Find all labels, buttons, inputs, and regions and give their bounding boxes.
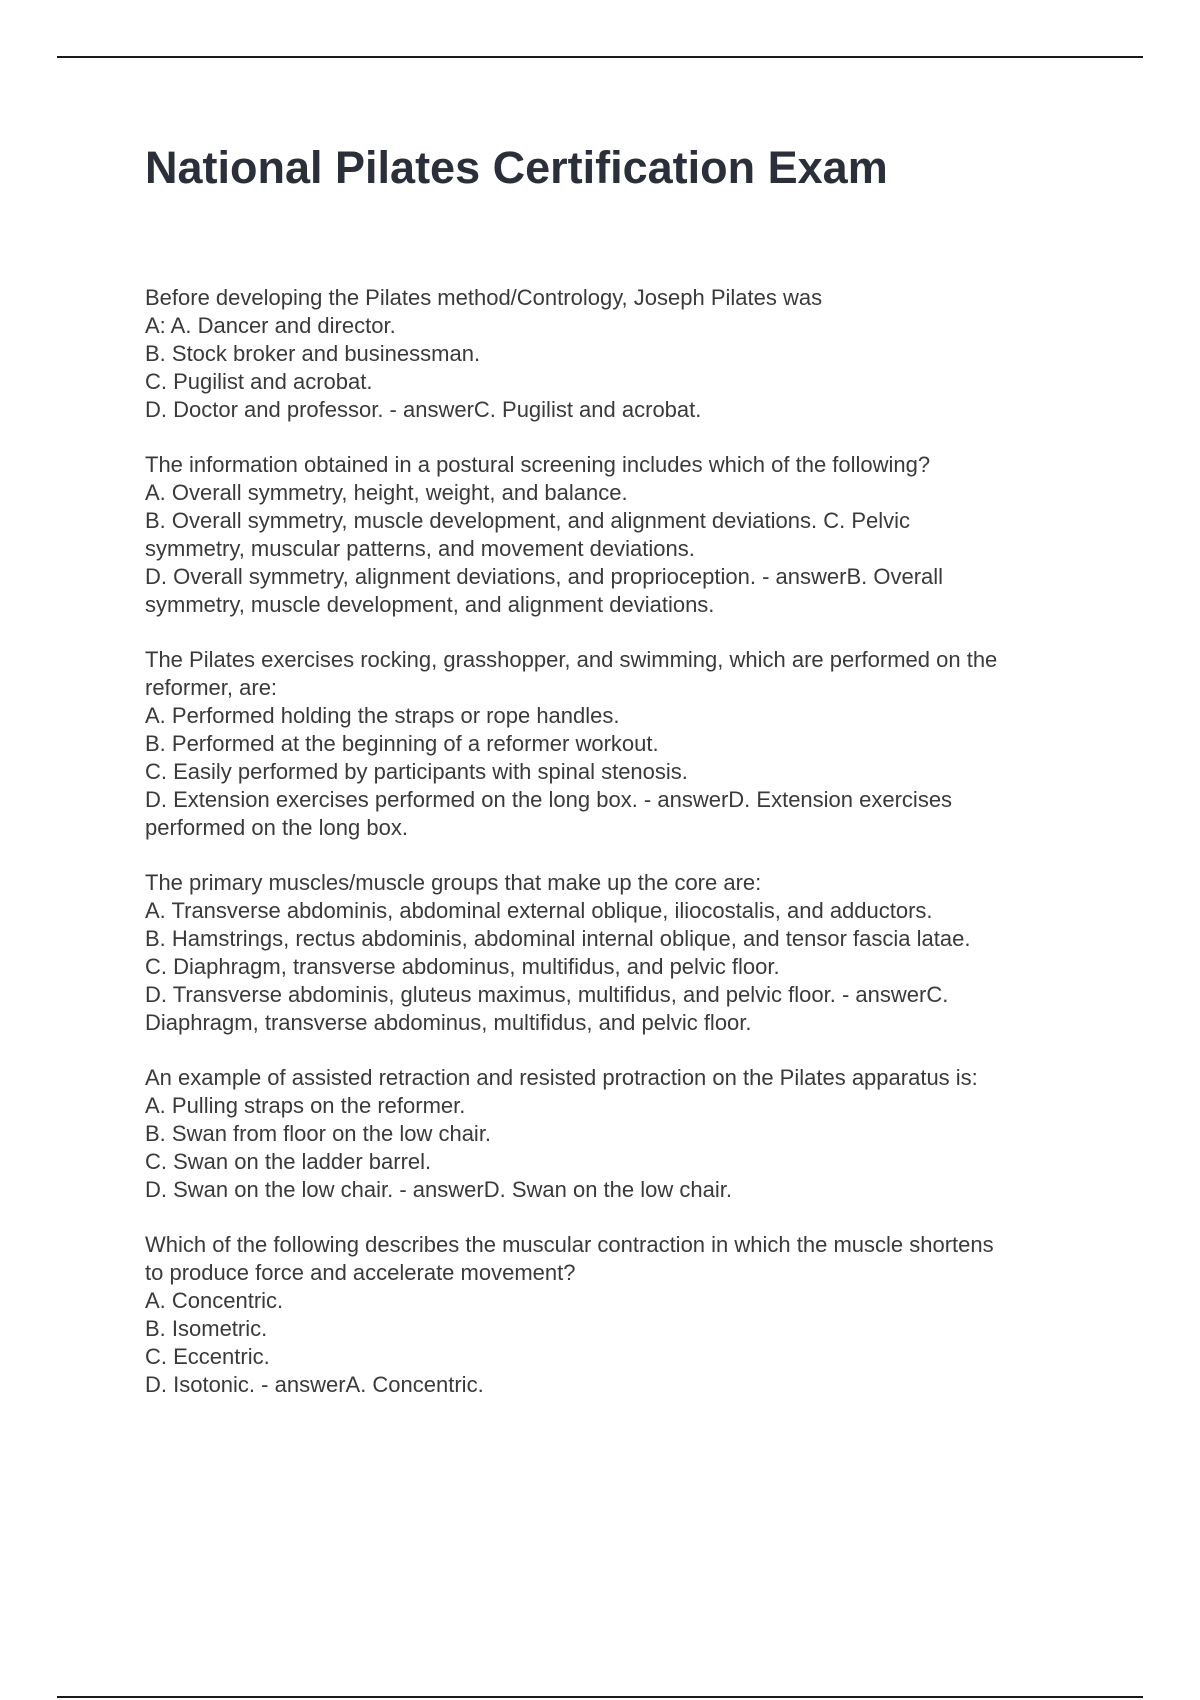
question-text: The primary muscles/muscle groups that make up the core are: bbox=[145, 870, 762, 895]
option-a: A. Concentric. bbox=[145, 1288, 284, 1313]
option-c: C. Diaphragm, transverse abdominus, multifidus, and pelvic floor. bbox=[145, 954, 780, 979]
page-title: National Pilates Certification Exam bbox=[145, 142, 888, 193]
question-text: The Pilates exercises rocking, grasshopper, and swimming, which are performed on the bbox=[145, 647, 998, 672]
answer-continued: Diaphragm, transverse abdominus, multifidus, and pelvic floor. bbox=[145, 1010, 752, 1035]
option-b: B. Performed at the beginning of a reformer workout. bbox=[145, 731, 659, 756]
option-d-answer: D. Isotonic. - answerA. Concentric. bbox=[145, 1372, 484, 1397]
option-b-c: B. Overall symmetry, muscle development, and alignment deviations. C. Pelvic bbox=[145, 508, 911, 533]
option-b: B. Stock broker and businessman. bbox=[145, 341, 481, 366]
answer-continued: symmetry, muscle development, and alignment deviations. bbox=[145, 592, 715, 617]
option-c: C. Eccentric. bbox=[145, 1344, 270, 1369]
answer-continued: performed on the long box. bbox=[145, 815, 408, 840]
question-text-continued: reformer, are: bbox=[145, 675, 278, 700]
option-d-answer: D. Overall symmetry, alignment deviations, and proprioception. - answerB. Overall bbox=[145, 564, 944, 589]
option-b: B. Isometric. bbox=[145, 1316, 268, 1341]
option-d-answer: D. Extension exercises performed on the long box. - answerD. Extension exercises bbox=[145, 787, 953, 812]
question-block bbox=[145, 1231, 1105, 1399]
question-block bbox=[145, 451, 1105, 619]
question-block bbox=[145, 869, 1105, 1037]
option-a: A. Transverse abdominis, abdominal external oblique, iliocostalis, and adductors. bbox=[145, 898, 933, 923]
option-a: A. Overall symmetry, height, weight, and balance. bbox=[145, 480, 628, 505]
question-block bbox=[145, 1064, 1105, 1204]
option-d-answer: D. Doctor and professor. - answerC. Pugilist and acrobat. bbox=[145, 397, 702, 422]
option-a: A. Performed holding the straps or rope handles. bbox=[145, 703, 620, 728]
option-c: C. Swan on the ladder barrel. bbox=[145, 1149, 432, 1174]
option-a: A. Pulling straps on the reformer. bbox=[145, 1093, 466, 1118]
question-text: Before developing the Pilates method/Contrology, Joseph Pilates was bbox=[145, 285, 823, 310]
question-text: The information obtained in a postural screening includes which of the following? bbox=[145, 452, 931, 477]
option-c-continued: symmetry, muscular patterns, and movement deviations. bbox=[145, 536, 695, 561]
question-text: Which of the following describes the muscular contraction in which the muscle shortens bbox=[145, 1232, 994, 1257]
bottom-divider bbox=[57, 1696, 1143, 1698]
option-b: B. Hamstrings, rectus abdominis, abdominal internal oblique, and tensor fascia latae. bbox=[145, 926, 971, 951]
question-block bbox=[145, 284, 1105, 424]
option-a: A: A. Dancer and director. bbox=[145, 313, 396, 338]
question-list bbox=[145, 284, 1105, 1426]
question-text: An example of assisted retraction and resisted protraction on the Pilates apparatus is: bbox=[145, 1065, 978, 1090]
option-c: C. Easily performed by participants with spinal stenosis. bbox=[145, 759, 688, 784]
top-divider bbox=[57, 56, 1143, 58]
option-c: C. Pugilist and acrobat. bbox=[145, 369, 373, 394]
option-d-answer: D. Transverse abdominis, gluteus maximus, multifidus, and pelvic floor. - answerC. bbox=[145, 982, 949, 1007]
option-d-answer: D. Swan on the low chair. - answerD. Swan on the low chair. bbox=[145, 1177, 732, 1202]
option-b: B. Swan from floor on the low chair. bbox=[145, 1121, 492, 1146]
question-block bbox=[145, 646, 1105, 842]
question-text-continued: to produce force and accelerate movement? bbox=[145, 1260, 576, 1285]
